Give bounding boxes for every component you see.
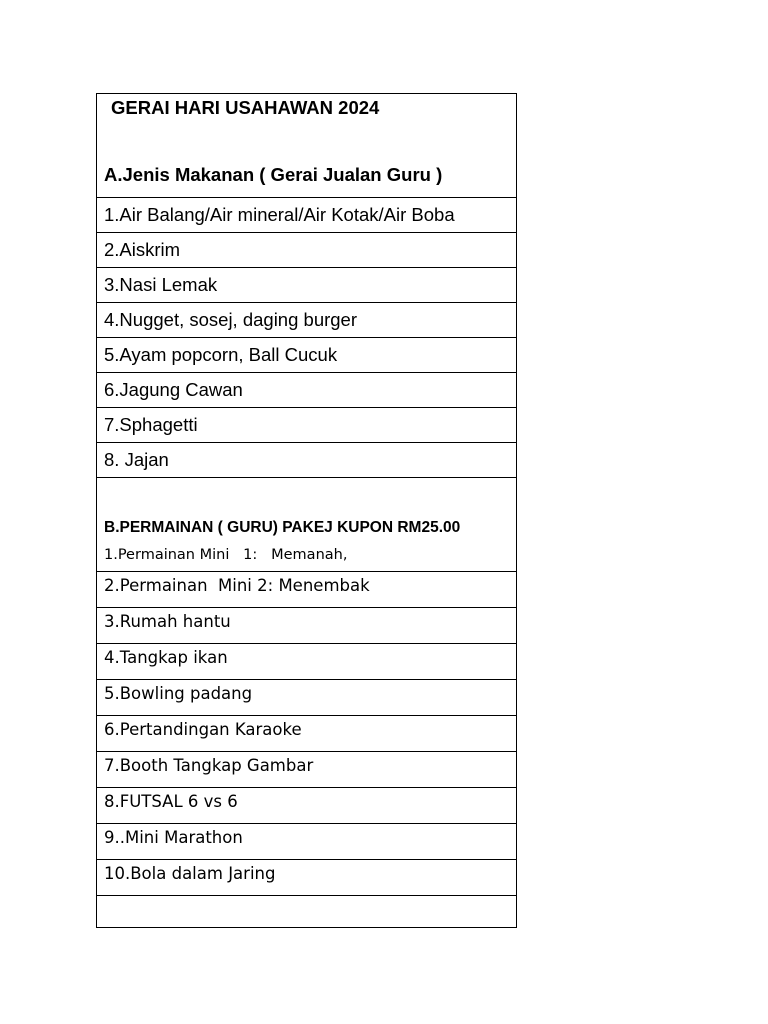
section-b-heading: B.PERMAINAN ( GURU) PAKEJ KUPON RM25.00: [104, 519, 461, 536]
game-item-row: [97, 572, 517, 608]
game-item: 8.FUTSAL 6 vs 6: [104, 792, 238, 811]
spacer-row: [97, 478, 517, 514]
food-item-row: [97, 338, 517, 373]
empty-row: [97, 896, 517, 928]
game-item: 1.Permainan Mini 1: Memanah,: [104, 547, 348, 563]
food-item-row: [97, 443, 517, 478]
food-item: 1.Air Balang/Air mineral/Air Kotak/Air Boba: [97, 198, 517, 233]
food-item-row: [97, 303, 517, 338]
game-item: 4.Tangkap ikan: [104, 648, 228, 667]
section-a-heading: A.Jenis Makanan ( Gerai Jualan Guru ): [104, 164, 443, 185]
section-b-header-cell: [97, 513, 517, 572]
food-item: 8. Jajan: [97, 443, 517, 478]
game-item: 6.Pertandingan Karaoke: [104, 720, 302, 739]
game-item: 7.Booth Tangkap Gambar: [104, 756, 314, 775]
game-item: 2.Permainan Mini 2: Menembak: [104, 576, 370, 595]
document-title: GERAI HARI USAHAWAN 2024: [111, 97, 380, 118]
header-cell: [97, 94, 517, 198]
food-item: 2.Aiskrim: [97, 233, 517, 268]
header-row: [97, 94, 517, 198]
food-item: 4.Nugget, sosej, daging burger: [97, 303, 517, 338]
food-item-row: [97, 408, 517, 443]
food-item-row: [97, 233, 517, 268]
game-item-row: [97, 680, 517, 716]
stall-list-table: [96, 93, 517, 928]
section-b-header-row: [97, 513, 517, 572]
game-item-row: [97, 788, 517, 824]
spacer-cell: [97, 478, 517, 514]
food-item: 7.Sphagetti: [97, 408, 517, 443]
game-item-row: [97, 752, 517, 788]
food-item: 6.Jagung Cawan: [97, 373, 517, 408]
game-item: 5.Bowling padang: [104, 684, 253, 703]
game-item-row: [97, 644, 517, 680]
game-item: 9..Mini Marathon: [104, 828, 243, 847]
game-item: 10.Bola dalam Jaring: [104, 864, 276, 883]
game-item-row: [97, 716, 517, 752]
game-item-row: [97, 608, 517, 644]
empty-cell: [97, 896, 517, 928]
food-item: 5.Ayam popcorn, Ball Cucuk: [97, 338, 517, 373]
food-item: 3.Nasi Lemak: [97, 268, 517, 303]
food-item-row: [97, 373, 517, 408]
food-item-row: [97, 198, 517, 233]
food-item-row: [97, 268, 517, 303]
game-item: 3.Rumah hantu: [104, 612, 231, 631]
game-item-row: [97, 860, 517, 896]
game-item-row: [97, 824, 517, 860]
